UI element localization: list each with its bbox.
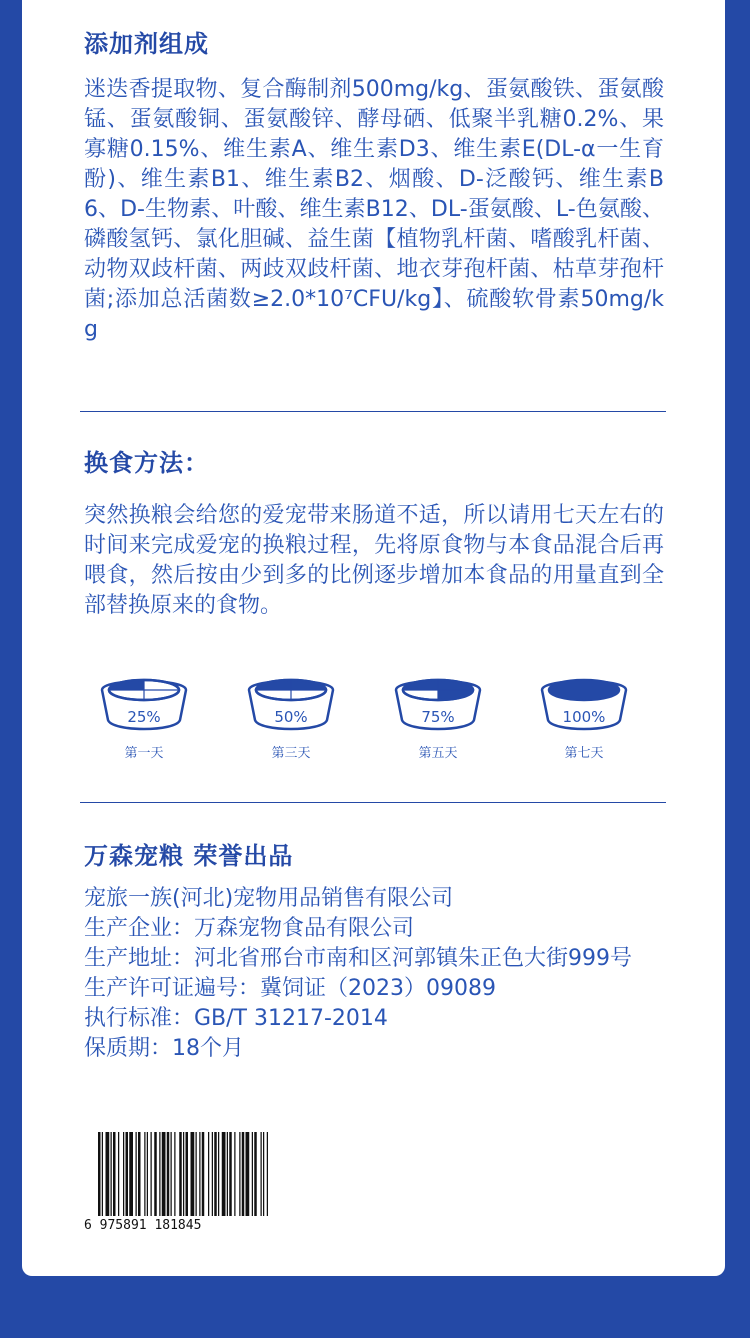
bowl-day: 第三天 (271, 746, 311, 761)
barcode-bar (254, 1132, 257, 1216)
barcode-bar (218, 1132, 219, 1216)
info-line-manufacturer: 生产企业：万森宠物食品有限公司 (84, 916, 415, 941)
bowl-day: 第一天 (124, 746, 164, 761)
info-line-address: 生产地址：河北省邢台市南和区河郭镇朱正色大街999号 (84, 946, 632, 971)
barcode-bar (261, 1132, 262, 1216)
barcode-bar (102, 1132, 103, 1216)
barcode-bar (113, 1132, 116, 1216)
barcode-bar (179, 1132, 182, 1216)
barcode-bar (136, 1132, 137, 1216)
bowl-icon (536, 670, 632, 736)
barcode-bar (183, 1132, 184, 1216)
barcode-bar (202, 1132, 205, 1216)
barcode-bar (227, 1132, 228, 1216)
barcode-bar (144, 1132, 145, 1216)
bowl-day: 第五天 (418, 746, 458, 761)
producer-info (84, 884, 674, 1064)
barcode-bar (196, 1132, 197, 1216)
barcode-bar (167, 1132, 170, 1216)
barcode-bar (123, 1132, 124, 1216)
barcode-bar (214, 1132, 217, 1216)
barcode-bar (234, 1132, 235, 1216)
barcode-bar (162, 1132, 166, 1216)
barcode-bar (111, 1132, 112, 1216)
producer-title: 万森宠粮 荣誉出品 (84, 842, 294, 870)
info-line-company: 宠旅一族(河北)宠物用品销售有限公司 (84, 886, 454, 911)
barcode-bar (242, 1132, 245, 1216)
barcode-bar (229, 1132, 232, 1216)
barcode-bar (263, 1132, 264, 1216)
barcode-bars (84, 1132, 270, 1234)
barcode-bar (118, 1132, 119, 1216)
barcode-bar (246, 1132, 250, 1216)
barcode-bar (252, 1132, 253, 1216)
section-divider (80, 802, 666, 803)
barcode-bar (186, 1132, 189, 1216)
switching-text: 突然换粮会给您的爱宠带来肠道不适，所以请用七天左右的时间来完成爱宠的换粮过程，先将原食物与本食品混合后再喂食，然后按由少到多的比例逐步增加本食品的用量直到全部替换原来的食物。 (84, 503, 664, 618)
barcode-bar (174, 1132, 175, 1216)
bowl-percent: 100% (562, 708, 606, 726)
switching-title: 换食方法： (84, 449, 209, 477)
bowl-icon (390, 670, 486, 736)
barcode-bar (239, 1132, 240, 1216)
barcode-bar (199, 1132, 200, 1216)
additives-title: 添加剂组成 (84, 30, 209, 58)
barcode-bar (138, 1132, 141, 1216)
barcode (84, 1132, 270, 1234)
bowl-step-4 (536, 670, 632, 760)
barcode-bar (98, 1132, 101, 1216)
bowl-step-2 (243, 670, 339, 760)
barcode-bar (212, 1132, 213, 1216)
barcode-bar (126, 1132, 129, 1216)
bowl-step-1 (96, 670, 192, 760)
barcode-bar (208, 1132, 209, 1216)
info-line-shelf-life: 保质期：18个月 (84, 1036, 244, 1061)
barcode-bar (171, 1132, 172, 1216)
additives-text: 迷迭香提取物、复合酶制剂500mg/kg、蛋氨酸铁、蛋氨酸锰、蛋氨酸铜、蛋氨酸锌、酵母硒、低聚半乳糖0.2%、果寡糖0.15%、维生素A、维生素D3、维生素E(DL-α一生育酚)、维生素B1、维生素B2、烟酸、D-泛酸钙、维生素B6、D-生物素、叶酸、维生素B12、DL-蛋氨酸、L-色氨酸、磷酸氢钙、氯化胆碱、益生菌【植物乳杆菌、嗜酸乳杆菌、动物双歧杆菌、两歧双歧杆菌、地衣芽孢杆菌、枯草芽孢杆菌;添加总活菌数≥2.0*10⁷CFU/kg】、硫酸软骨素50mg/kg (84, 77, 664, 342)
bowl-icon (243, 670, 339, 736)
bowl-percent: 75% (421, 708, 455, 726)
barcode-bar (222, 1132, 226, 1216)
barcode-number: 6 975891 181845 (84, 1218, 202, 1233)
section-divider (80, 411, 666, 412)
bowl-icon (96, 670, 192, 736)
info-line-standard: 执行标准：GB/T 31217-2014 (84, 1006, 388, 1031)
barcode-bar (106, 1132, 110, 1216)
info-line-license: 生产许可证遍号：冀饲证（2023）09089 (84, 976, 496, 1001)
barcode-bar (267, 1132, 268, 1216)
bowl-percent: 25% (127, 708, 161, 726)
bowl-percent: 50% (274, 708, 308, 726)
barcode-bar (154, 1132, 157, 1216)
bowl-day: 第七天 (564, 746, 604, 761)
barcode-bar (151, 1132, 152, 1216)
barcode-bar (191, 1132, 195, 1216)
barcode-bar (159, 1132, 160, 1216)
barcode-bar (129, 1132, 133, 1216)
barcode-bar (147, 1132, 148, 1216)
bowl-step-3 (390, 670, 486, 760)
